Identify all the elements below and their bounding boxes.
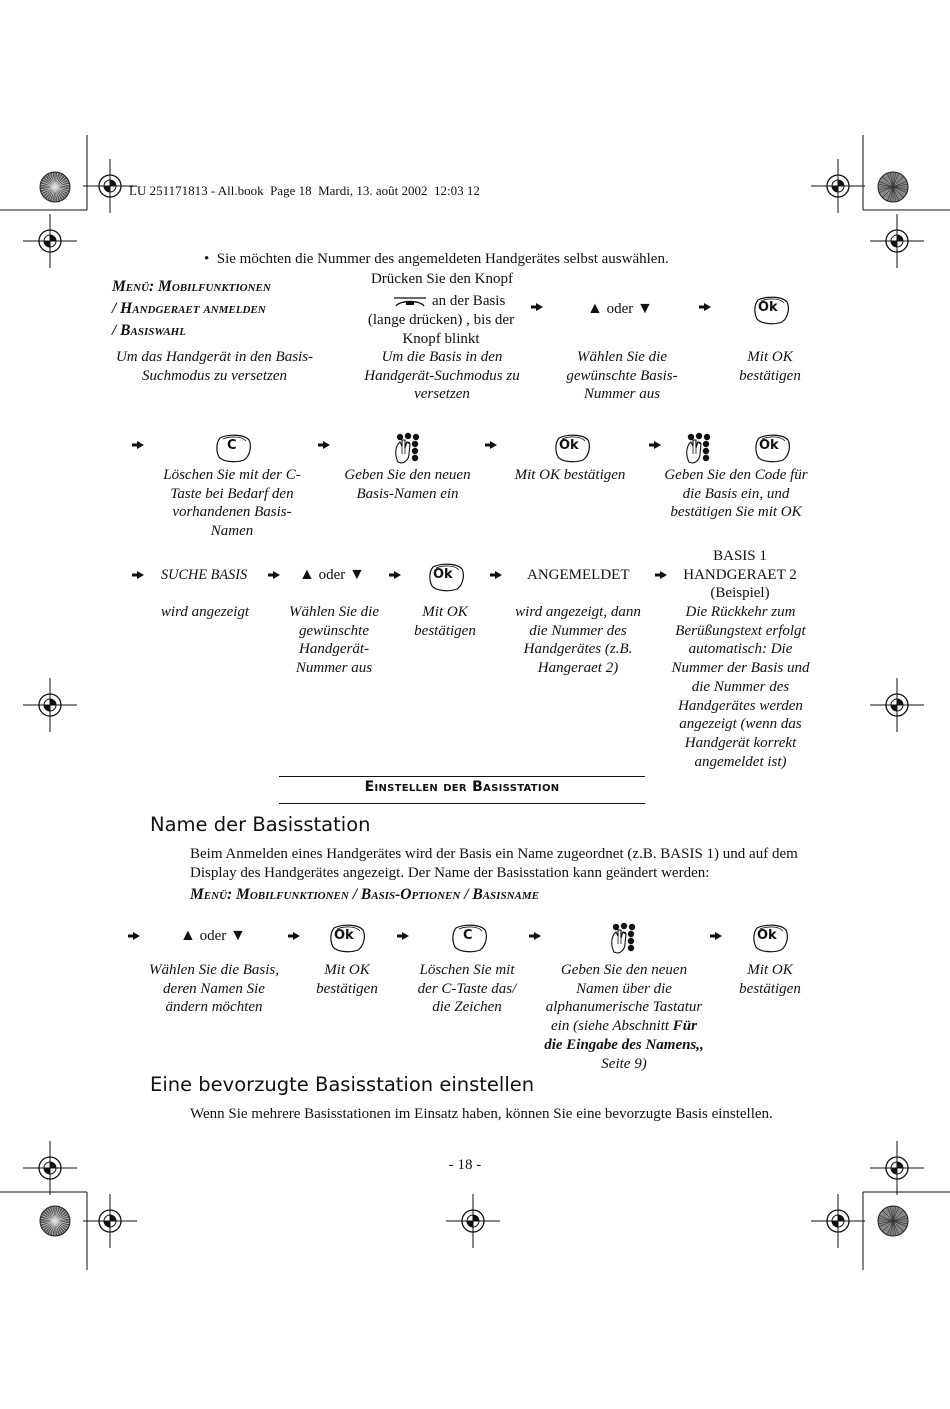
registration-mark-icon	[870, 214, 924, 268]
row2-col4-caption: Geben Sie den Code für die Basis ein, und bestätigen Sie mit OK	[664, 467, 808, 521]
color-wheel-icon	[40, 172, 70, 202]
ok-key-icon: Ok	[427, 561, 465, 593]
registration-mark-icon	[870, 1141, 924, 1195]
row3-col4-display: ANGEMELDET	[527, 567, 630, 583]
color-wheel-icon	[878, 1206, 908, 1236]
subsection-heading: Eine bevorzugte Basisstation einstellen	[150, 1073, 535, 1096]
registration-mark-icon	[23, 214, 77, 268]
row1-col1-caption: Um das Handgerät in den Basis-Suchmodus zu versetzen	[115, 349, 314, 384]
arrow-right-icon	[132, 571, 144, 579]
arrow-right-icon	[128, 932, 140, 940]
arrow-right-icon	[268, 571, 280, 579]
row1-col2-text-top: Drücken Sie den Knopf	[370, 271, 514, 287]
bullet-mark: •	[204, 251, 210, 267]
arrow-right-icon	[288, 932, 300, 940]
arrow-right-icon	[490, 571, 502, 579]
row3-col4-caption: wird angezeigt, dann die Nummer des Handgerätes (z.B. Hangeraet 2)	[515, 604, 641, 677]
row3-col5-caption: Die Rückkehr zum Berüßungstext erfolgt automatisch: Die Nummer der Basis und die Nummer des Handgerätes werden angezeigt (wenn das Handgerät korrekt angemeldet ist)	[671, 604, 810, 770]
row1-col2-button-line: an der Basis	[392, 292, 505, 311]
row1-col2-caption: Um die Basis in den Handgerät-Suchmodus zu versetzen	[364, 349, 520, 403]
arrow-right-icon	[531, 303, 543, 311]
arrow-right-icon	[389, 571, 401, 579]
menu-path-2: Menü: Mobilfunktionen / Basis-Optionen / Basisname	[190, 886, 539, 903]
subsection-heading: Name der Basisstation	[150, 813, 371, 836]
c-key-icon: C	[450, 922, 488, 954]
down-triangle-icon: ▼	[637, 300, 653, 317]
row1-col4-caption: Mit OK bestätigen	[739, 349, 801, 384]
down-triangle-icon: ▼	[230, 927, 246, 944]
down-triangle-icon: ▼	[349, 566, 365, 583]
row4-col3-caption: Löschen Sie mit der C-Taste das/ die Zeichen	[417, 962, 517, 1016]
section-rule-top	[279, 776, 645, 777]
arrow-right-icon	[710, 932, 722, 940]
ok-key-icon: Ok	[328, 922, 366, 954]
registration-mark-icon	[23, 678, 77, 732]
registration-mark-icon	[870, 678, 924, 732]
row3-col5-display: BASIS 1 HANDGERAET 2 (Beispiel)	[683, 548, 797, 602]
arrow-right-icon	[397, 932, 409, 940]
section-rule-bottom	[279, 803, 645, 804]
row1-col2-text-bottom: (lange drücken) , bis der Knopf blinkt	[367, 312, 515, 347]
row4-col2-caption: Mit OK bestätigen	[316, 962, 378, 997]
row4-col1-caption: Wählen Sie die Basis, deren Namen Sie ändern möchten	[149, 962, 279, 1016]
arrow-right-icon	[649, 441, 661, 449]
row1-col3-oder: ▲ oder ▼	[587, 300, 653, 317]
c-key-icon: C	[214, 432, 252, 464]
subsection-paragraph: Wenn Sie mehrere Basisstationen im Einsatz haben, können Sie eine bevorzugte Basis einstellen.	[190, 1106, 773, 1122]
book-header: LU 251171813 - All.book Page 18 Mardi, 13. août 2002 12:03 12	[129, 183, 480, 198]
arrow-right-icon	[655, 571, 667, 579]
color-wheel-icon	[878, 172, 908, 202]
registration-mark-icon	[811, 159, 865, 213]
ok-key-icon: Ok	[752, 294, 790, 326]
row3-col2-caption: Wählen Sie die gewünschte Handgerät-Nummer aus	[289, 604, 379, 677]
registration-mark-icon	[811, 1194, 865, 1248]
row3-col3-caption: Mit OK bestätigen	[414, 604, 476, 639]
ok-key-icon: Ok	[553, 432, 591, 464]
registration-mark-icon	[83, 1194, 137, 1248]
registration-mark-icon	[23, 1141, 77, 1195]
row2-col2-caption: Geben Sie den neuen Basis-Namen ein	[344, 467, 471, 502]
row2-col1-caption: Löschen Sie mit der C-Taste bei Bedarf den vorhandenen Basis-Namen	[163, 467, 301, 540]
arrow-right-icon	[318, 441, 330, 449]
row4-col5-caption: Mit OK bestätigen	[739, 962, 801, 997]
keypad-icon	[392, 432, 426, 464]
bullet-item	[204, 250, 669, 269]
registration-mark-icon	[446, 1194, 500, 1248]
color-wheel-icon	[40, 1206, 70, 1236]
arrow-right-icon	[132, 441, 144, 449]
row3-col1-display: SUCHE BASIS	[161, 567, 248, 583]
arrow-right-icon	[485, 441, 497, 449]
menu-path-1: Menü: Mobilfunktionen / Handgeraet anmelden / Basiswahl	[112, 278, 271, 339]
row1-col3-caption: Wählen Sie die gewünschte Basis-Nummer aus	[566, 349, 678, 403]
row4-col1-oder: ▲ oder ▼	[180, 927, 246, 944]
phone-button-icon	[392, 295, 428, 309]
row3-col1-caption: wird angezeigt	[160, 604, 250, 620]
row2-col3-caption: Mit OK bestätigen	[514, 467, 626, 483]
up-triangle-icon: ▲	[587, 300, 603, 317]
keypad-icon	[608, 922, 642, 954]
page-number: - 18 -	[448, 1157, 482, 1173]
subsection-paragraph: Beim Anmelden eines Handgerätes wird der Basis ein Name zugeordnet (z.B. BASIS 1) und auf dem Display des Handgerätes angezeigt. Der Name der Basisstation kann geändert werden:	[190, 846, 798, 881]
arrow-right-icon	[699, 303, 711, 311]
up-triangle-icon: ▲	[180, 927, 196, 944]
section-title: Einstellen der Basisstation	[364, 779, 560, 795]
row3-col2-oder: ▲ oder ▼	[299, 566, 365, 583]
keypad-icon	[683, 432, 717, 464]
bullet-text: Sie möchten die Nummer des angemeldeten Handgerätes selbst auswählen.	[216, 251, 669, 267]
ok-key-icon: Ok	[751, 922, 789, 954]
row4-col4-caption: Geben Sie den neuen Namen über die alphanumerische Tastatur ein (siehe Abschnitt Für die Eingabe des Namens,, Seite 9)	[544, 962, 704, 1072]
arrow-right-icon	[529, 932, 541, 940]
ok-key-icon: Ok	[753, 432, 791, 464]
up-triangle-icon: ▲	[299, 566, 315, 583]
